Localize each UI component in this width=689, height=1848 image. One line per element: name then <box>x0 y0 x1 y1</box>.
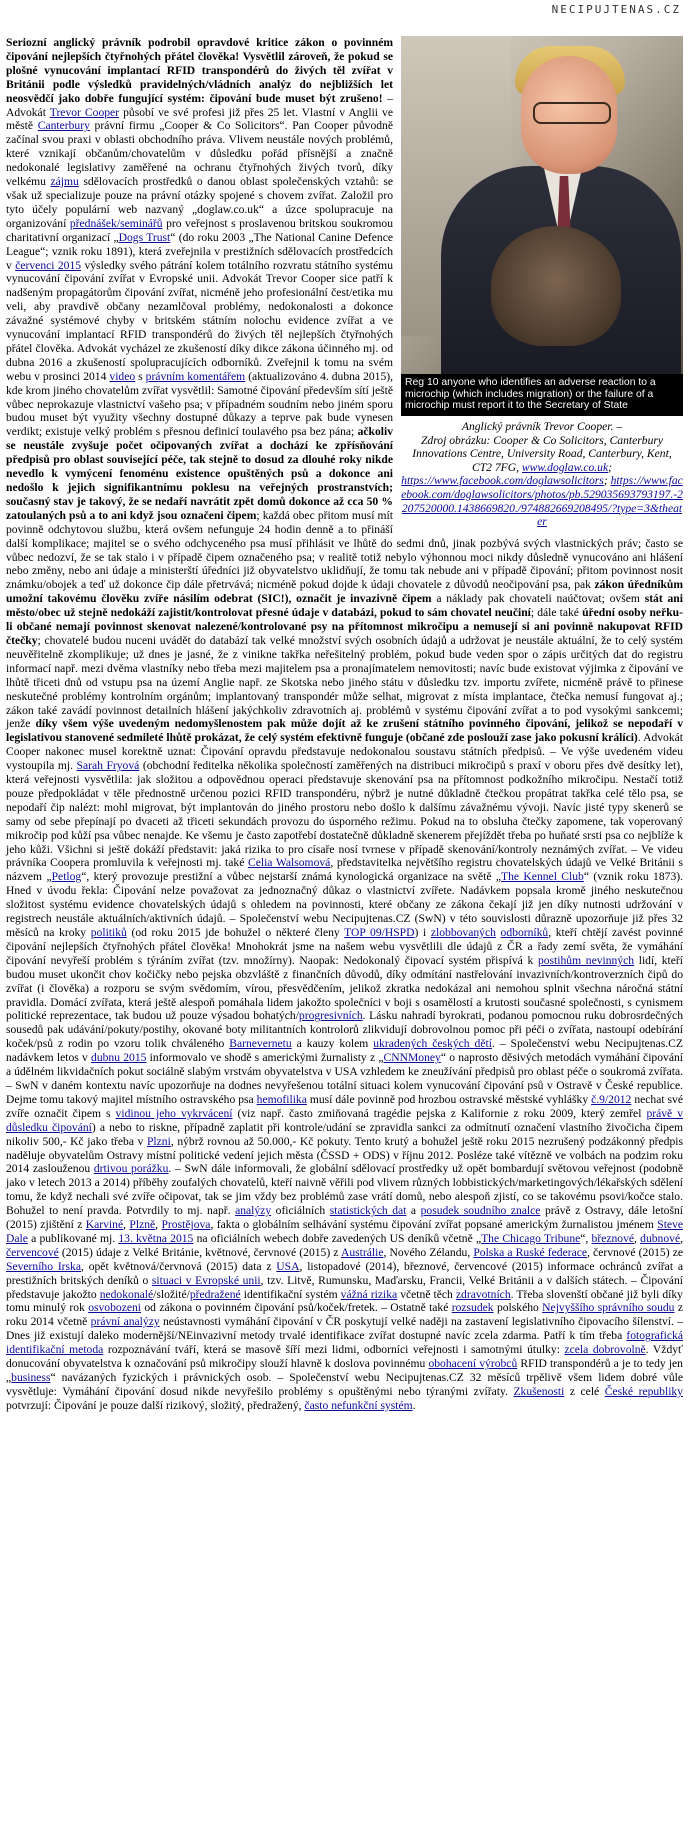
link-zdravotnich[interactable]: zdravotních <box>455 1287 511 1301</box>
link-cnnmoney[interactable]: CNNMoney <box>383 1051 441 1065</box>
link-canterbury[interactable]: Canterbury <box>37 119 90 133</box>
text: . Třeba slovenští občané již byli díky tomu minulý rok <box>6 1287 683 1315</box>
text: “, který provozuje prestižní a vůbec nejstarší známá kynologická organizace na světě „ <box>81 870 502 884</box>
bold-text: díky všem výše uvedeným nedomyšlenostem pak může dojít až ke zrušení státního povinného čipování, jelikož se nepodaří v legislativou stanovené sedmileté lhůtě prokázat, že celý systém efektivně funguje (občané zde poslouží zase jako pokusní králíci) <box>6 717 683 745</box>
link-top09[interactable]: TOP 09/HSPD <box>344 926 415 939</box>
link-kennel-club[interactable]: The Kennel Club <box>501 870 584 884</box>
link-hemofilika[interactable]: hemofilika <box>256 1092 307 1106</box>
link-politiku[interactable]: politiků <box>90 926 127 939</box>
text: (od roku 2015 jde bohužel o některé členy <box>126 926 345 939</box>
link-breznove[interactable]: březnové <box>591 1231 635 1245</box>
photo-dog <box>491 226 621 346</box>
link-pravni-komentar[interactable]: právním komentářem <box>145 369 246 383</box>
link-cervencove[interactable]: červencové <box>6 1245 59 1259</box>
link-osvobozeni[interactable]: osvobozeni <box>88 1301 142 1315</box>
text: polského <box>493 1301 543 1315</box>
text: a publikované mj. <box>27 1231 119 1245</box>
link-petlog[interactable]: Petlog <box>51 870 82 884</box>
link-polska-rusko[interactable]: Polska a Ruské federace <box>473 1245 588 1259</box>
text: . Advokát Cooper nakonec musel korektně uznat: Čipování opravdu představuje nedokonalou soustavu státních předpisů. – Ve výše uvedeném videu vystoupila mj. <box>6 731 683 773</box>
text: výsledky svého pátrání kolem totálního rozvratu státního systému vynucování čipování zvířat v Evropské unii. Advokát Trevor Cooper sice patří k nadšeným propagátorům čipování zvířat, nicméně jeho profesionální čest/etika mu veli, aby pravdivě občany nezamlčoval problémy, nedokonalosti a dokonce závažné systémové chyby v britském státním nolochu evidence zvířat a ve vynucování implantací RFID transpondérů do živých těl nejlepších čtyřnohých přátel člověka. Advokát vycházel ze zkušeností díky dikce zákona účinného mj. od dubna 2016 a zkušeností spolupracujících odborníků. Zveřejnil k tomu na svém webu v prosinci 2014 <box>6 258 393 383</box>
link-nejvyssi-spravni-soud[interactable]: Nejvyššího správního soudu <box>542 1301 675 1315</box>
link-chicago-tribune[interactable]: The Chicago Tribune <box>481 1231 581 1245</box>
text: od zákona o povinném čipování psů/koček/fretek. – Ostatně také <box>141 1301 452 1315</box>
text: rozpoznávání tváří, která se masově šíří mezi lidmi, odborníci veřejnosti i samotnými útulky: <box>103 1343 565 1357</box>
text: ; každá obec přitom musí mít povinně odchytovou službu, která ovšem nefunguje 24 hodin denně a to přináší další komplikace; majitel se o svého odchyceného psa musí přihlásit ve lhůtě do sedmi dnů, jinak pozbývá svých vlastnických práv; často se vůbec nedozví, že se tak stalo i v případě čipem označeného psa; v realitě totiž nebylo výhonnou moci nikdy důsledně vynucováno ani hlášení nebo změny, nebo ani údaje a ministerští úředníci již obyvatelstvo uklidňují, že tomu tak nebude ani v případě čipování; přitom povinnost nosit známku/obojek a teď už dokonce čip dále přetrvává; nicméně pokud dojde k údaji chovatele z důvodů neočipování psa, pak <box>6 508 683 592</box>
text: včetně těch <box>397 1287 456 1301</box>
link-nefunkcni-system[interactable]: často nefunkční systém <box>304 1398 413 1412</box>
text: , představitelka největšího registru chovatelských údajů ve Velké Británii s názvem „ <box>6 856 683 884</box>
text: z roku 2014 včetně <box>6 1301 683 1329</box>
text: “ (do roku 2003 „The National Canine Defence League“; vznik roku 1891), která zveřejnila v prestižních sdělovacích prostředcích v <box>6 230 393 272</box>
link-cervenci-2015[interactable]: červenci 2015 <box>15 258 82 272</box>
text: neústavnosti vymáhání čipování v ČR poskytují velké naději na zastavení legislativního čipovacího šílenství. – Dnes již existují daleko modernější/NEinvazivní metody trvalé identifikace zvířat dostupné navíc zcela zdarma. Patří k tím třeba <box>6 1315 683 1343</box>
article-figure <box>401 36 683 529</box>
link-vidinou[interactable]: vidinou jeho vykrvácení <box>115 1106 233 1120</box>
text: /složité/ <box>153 1287 190 1301</box>
text: s <box>135 369 146 383</box>
text: . Lásku nahradí byrokrati, podanou pomocnou ruku dobrosrdečných sousedů pak udávání/pokuty/postihy, okované boty militantních kontrolorů zlikvidují dobrovolnou pomoc při péči o zvířata, nastoupí odebírání koček/psů z rodin po vzoru tolik chváleného <box>6 1009 683 1051</box>
text: informovalo ve shodě s americkými žurnalisty z „ <box>146 1051 384 1065</box>
caption-link-facebook[interactable]: https://www.facebook.com/doglawsolicitors <box>401 474 604 488</box>
caption-line-2: Zdroj obrázku: Cooper & Co Solicitors, Canterbury Innovations Centre, University Road, Canterbury, Kent, CT2 7FG, <box>412 433 672 474</box>
caption-link-facebook-photo[interactable]: https://www.facebook.com/doglawsolicitors/photos/pb.529035693793197.-2207520000.1438669820./974882669208495/?type=3&theater <box>401 474 683 529</box>
text: potvrzují: Čipování je pouze další rizikový, složitý, předražený, <box>6 1398 305 1412</box>
intro-bold: Seriozní anglický právník podrobil opravdové kritice zákon o povinném čipování nejlepších čtyřnohých přátel člověka! Vysvětlil zároveň, že pokud se plošné vynucování implantací RFID transpondérů do živých těl zvířat v Británii podle výsledků pravidelných/vládních analýz do nejbližších let neosvědčí jako dobře fungující systém: čipování bude muset být zrušeno! <box>6 36 393 105</box>
text: , červnové (2015) ze <box>587 1245 684 1259</box>
link-usa[interactable]: USA <box>276 1259 300 1273</box>
link-zkusenosti[interactable]: Zkušenosti <box>513 1384 565 1398</box>
text: a kauzy kolem <box>291 1037 374 1051</box>
text: ) a nebo to riskne, případně zaplatit při kontrole/udání se zpravidla sankci za odmítnutí označení vlastního živočicha čipem nikoliv 500,- Kč jako třeba v <box>6 1120 683 1148</box>
text: “, <box>580 1231 592 1245</box>
link-trevor-cooper[interactable]: Trevor Cooper <box>49 105 120 119</box>
text: nechat své zvíře označit čipem s <box>6 1092 683 1120</box>
article-body <box>6 36 683 1413</box>
link-statistickych-dat[interactable]: statistických dat <box>329 1204 407 1218</box>
text: a <box>406 1204 421 1218</box>
link-business[interactable]: business <box>11 1371 51 1384</box>
link-posudek[interactable]: posudek soudního znalce <box>420 1204 541 1218</box>
text: (aktualizováno 4. dubna 2015), kde krom jiného chovatelům zvířat vysvětlil: Samotné čipování především sítí ještě vůbec neprokazuje vlastnictví vašeho psa; v případném soudním nebo jiném sporu budou muset být využity všechny dostupné důkazy a teprve pak bude vynesen verdikt; existuje velký problém s přesnou definicí toulavého psa bez pána; <box>6 369 394 439</box>
link-barnevernet[interactable]: Barnevernetu <box>229 1037 292 1051</box>
text: oficiálních <box>271 1204 330 1218</box>
caption-link-doglaw[interactable]: www.doglaw.co.uk <box>521 460 609 474</box>
text: lidí, kteří budou muset ukončit chov kočičky nebo pejska obzvláště z finančních důvodů, díky odmítání nastřelování invazivních/kontroverzních čipů do zvířat (i člověka) a rozporu se svým svědomím, vírou, přesvědčením, jelikož zkratka nedokázal ani nemohou splnit všechna náročná státní pravidla. Domácí zvířata, která ještě alespoň pomáhala lidem jakožto společníci v boji s osamělostí a krutosti současné společnosti, s cynismem politické reprezentace, tak budou už pouze výsadou bohatých/ <box>6 953 683 1023</box>
text: RFID transpondérů a je to tedy jen „ <box>6 1357 683 1384</box>
text: “ o naprosto děsivých metodách vymáhání čipování a údělném likvidačních pokut sociálně slabým vrstvám obyvatelstva v USA vzhledem ke zneužívání předpisů pro oblast péče o soukromá zvířata. – SwN v daném kontextu navíc upozorňuje na dodnes nevyřešenou totální situaci kolem vynucování čipování psů v Ostravě v České republice. Dejme tomu takový majitel místního ostravského psa <box>6 1051 683 1106</box>
text: , <box>155 1218 162 1232</box>
link-13-kvetna[interactable]: 13. května 2015 <box>118 1231 194 1245</box>
text: (viz např. často zmiňovaná tragédie pejska z Kalifornie z roku 2009, který zemřel <box>232 1106 647 1120</box>
text: působí ve své profesi již přes 25 let. Vlastní v Anglii ve městě <box>6 105 393 133</box>
link-zcela-dobrovolne[interactable]: zcela dobrovolně <box>564 1343 646 1357</box>
link-plzne[interactable]: Plzně <box>129 1218 156 1232</box>
text: . <box>412 1398 416 1412</box>
link-celia-walsomova[interactable]: Celia Walsomová <box>247 856 331 870</box>
link-zlobbovanych[interactable]: zlobbovaných <box>430 926 496 939</box>
site-watermark: NECIPUJTENAS.CZ <box>551 3 681 16</box>
link-prostejova[interactable]: Prostějova <box>161 1218 211 1232</box>
text: . Vždyť donucování obyvatelstva k označování psů mikročipy slouží hlavně k doslova povinnému <box>6 1343 683 1371</box>
bold-text: ačkoliv se neustále zvyšuje počet očipovaných zvířat a dochází ke zpřísňování předpisů pro oblast související péče, tak stejně to dosud za dlouhé roky nikde nevedlo k vymýcení fenoménu existence opuštěných psů a dokonce ani nedošlo k jejich signifikantnímu poklesu na veřejných prostranstvích; současný stav je takový, že se nedaří navrátit zpět domů dokonce až cca 50 % zatoulaných psů a to ani když jsou označeni čipem <box>6 425 393 522</box>
link-video[interactable]: video <box>109 369 136 383</box>
text: , opět květnová/červnová (2015) data z <box>81 1259 277 1273</box>
text: , kteří chtějí zavést povinné čipování nejlepších čtyřnohých přátel člověka! Mnohokrát jsme na našem webu vysvětlili dle údajů z ČR a řady zemí světa, že vymáhání čipování nevyřeší problém s týráním zvířat (tzv. množírny). Naopak: Nedokonalý čipovací systém přispívá k <box>6 926 683 967</box>
bold-text: zákon úředníkům umožní takovému člověku zvíře násilím odebrat (SIC!), označit je invazivně čipem <box>6 578 683 606</box>
link-prednasek[interactable]: přednášek/seminářů <box>69 216 163 230</box>
photo-overlay-caption: Reg 10 anyone who identifies an adverse reaction to a microchip (which includes migration) or the failure of a microchip must report it to the Secretary of State <box>401 374 683 416</box>
text: “ (vznik roku 1873). Hned v úvodu řekla: Čipování nelze považovat za jednoznačný důkaz o vlastnictví zvířete. Nadávkem popsala kromě jiného neskutečnou složitost systému evidence chovatelských údajů s ohledem na povinnosti, které občany ze zákona čekají již jen díky nutnosti udržování v registrech neustále aktuálních/aktivních údajů. – Společenství webu Necipujtenas.CZ (SwN) v této souvislosti důrazně upozorňuje již přes 32 měsíců na kroky <box>6 870 683 939</box>
text: na oficiálních webech dobře zavedených US deníků včetně „ <box>193 1231 482 1245</box>
link-sarah-fryova[interactable]: Sarah Fryová <box>76 759 140 773</box>
caption-line-1: Anglický právník Trevor Cooper. – <box>461 420 623 433</box>
link-zajmu[interactable]: zájmu <box>50 175 79 189</box>
bold-text: stát ani město/obec už stejně nedokáží zajistit/kontrolovat přesné údaje v databázi, pokud to sám chovatel neučiní <box>6 592 683 620</box>
link-obohaceni-vyrobcu[interactable]: obohacení výrobců <box>428 1357 518 1371</box>
link-dubnu-2015[interactable]: dubnu 2015 <box>91 1051 147 1065</box>
text: . – SwN dále informovali, že globální sdělovací prostředky už opět bombardují světovou veřejnost (podobně jako v letech 2013 a 2014) příběhy zoufalých chovatelů, kteří naivně věřili pod vlivem různých lobbistických/marketingových/lékařských sdělení tomu, že když nechali své zvíře očipovat, tak se jim vždy bez problémů zase vrátí domů, nebo alespoň zjistí, co se takovému psovi/kočce stalo. Bohužel to není pravda. Potvrdily to mj. např. <box>6 1162 684 1218</box>
text: , tzv. Litvě, Rumunsku, Maďarsku, Francii, Velké Británii a v dalších státech. – Čipování představuje jakožto <box>6 1273 683 1301</box>
text: právní firmu „Cooper & Co Solicitors“. Pan Cooper původně začínal svou praxi v oblasti obchodního práva. Vlivem neustále nových problémů, které vznikají občanům/chovatelům v důsledku pořád přísnější a značně nedokonalé legislativy zaměřené na ochranu čtyřnohých živých tvorů, díky velkému <box>6 119 393 189</box>
text: ) i <box>414 926 431 939</box>
link-progresivnich[interactable]: progresivních <box>298 1009 363 1023</box>
text: “ navázaných fyzických i právnických osob. – Společenství webu Necipujtenas.CZ 32 měsíců trpělivě všem lidem dobré vůle vysvětluje: Vymáhání čipování dosud nikde nevyřešilo problémy s opuštěnými nebo týranými zvířaty. <box>6 1371 683 1398</box>
link-situace-eu[interactable]: situaci v Evropské unii <box>151 1273 261 1287</box>
link-predrazene[interactable]: předražené <box>189 1287 241 1301</box>
bold-text: úřední osoby neřku-li občané nemají povinnost skenovat nalezené/kontrolované psy na přítomnost mikročipu a nemusejí si ani povinně nakupovat RFID čtečky <box>6 606 683 647</box>
text: právě z Ostravy, dále letošní (2015) zjištění z <box>6 1204 684 1232</box>
link-dogs-trust[interactable]: Dogs Trust <box>118 230 171 244</box>
text: , <box>123 1218 130 1232</box>
link-pravni-analyzy[interactable]: právní analýzy <box>90 1315 160 1329</box>
link-dubnove[interactable]: dubnové <box>640 1231 681 1245</box>
text: , fakta o globálním selhávání systému čipování zvířat popsané americkým žurnalistou jménem <box>210 1218 658 1232</box>
text: , <box>634 1231 641 1245</box>
text: , listopadové (2014), březnové, červencové (2015) informace ochránců zvířat a prestižních britských deníků o <box>6 1259 683 1287</box>
link-karvine[interactable]: Karviné <box>85 1218 124 1232</box>
text: sdělovacích prostředků o danou oblast společenských vztahů: se však už specializuje pouze na právní otázky spojené s chovem zvířat. Založil pro tyto účely populární web nazvaný „doglaw.co.uk“ a úzce spolupracuje na organizování <box>6 175 394 230</box>
text: pro veřejnost s proslavenou britskou soukromou charitativní organizací „ <box>6 216 393 244</box>
link-odborniku[interactable]: odborníků <box>500 926 549 939</box>
link-steve-dale[interactable]: Steve Dale <box>6 1218 684 1245</box>
link-prave-v-dusledku[interactable]: právě v důsledku čipování <box>6 1106 683 1134</box>
text: – Advokát <box>6 91 393 119</box>
text: (2015) údaje z Velké Británie, květnové, červnové (2015) z <box>58 1245 341 1259</box>
text: . – Společenství webu Necipujtenas.CZ nadávkem letos v <box>6 1037 683 1065</box>
text: ; chovatelé budou nuceni uvádět do databází tak velké množství svých osobních údajů a udržovat je neustále aktuální, že to celý systém neuvěřitelně zkomplikuje; už dnes je jasné, že z vinikne takřka neřešitelný problém, pokud bude veden spor o zápis určitých dat do registru informací např. mezi dvěma vlastníky nebo třeba mezi majitelem psa a pronajímatelem nemovitosti; navíc bude existovat výjimka z čipování ve lhůtě třiceti dnů od vstupu psa na území Anglie např. ze Skotska nebo jiného státu v důsledku tzv. importu zvířete, nicméně právě to přinese neskutečné problémy kontrolním orgánům; implantovaný transpondér může selhat, migrovat z místa implantace, čtečka nemusí fungovat aj.; zákon také zavádí povinnost detailních hlášení jakýchkoliv zdravotních aj. problémů v systému čipování zvířat a to pod vysokými sankcemi; jenže <box>6 633 683 731</box>
text: ; dále také <box>530 606 583 620</box>
text: identifikační systém <box>240 1287 341 1301</box>
link-severni-irsko[interactable]: Severního Irska <box>6 1259 81 1273</box>
text: a náklady pak chovateli naúčtovat; ovšem <box>431 592 645 606</box>
text: , nýbrž rovnou až 50.000,- Kč pokuty. Tento krutý a bohužel ještě roku 2015 nezrušený podzákonný předpis naděluje obyvatelům Ostravy místní politické vedení jejich města (ČSSD + ODS) v říjnu 2012. Posléze také vítězně ve volbách na podzim roku 2014 zaslouženou <box>6 1134 684 1176</box>
link-nedokonale[interactable]: nedokonalé <box>99 1287 154 1301</box>
link-plzni[interactable]: Plzni <box>146 1134 171 1148</box>
link-analyzy[interactable]: analýzy <box>235 1204 272 1218</box>
text: (obchodní ředitelka několika společností zaměřených na distribuci mikročipů s praxí v oboru přes dvě desítky let), která veřejnosti vysvětlila: jak složitou a odpovědnou operaci představuje skenování psa na přítomnost podkožního mikročipu. Nestačí totiž pouze předpokládat v těle přednostně určenou pozici RFID transpondéru, nýbrž je nutné důkladně čtečkou propátrat takřka celé tělo psa, se nepodaří čip nalézt: mohl migrovat, být implantován do jiného prostoru nebo došlo k dalšímu závažnému vývoji. Navíc jisté typy skenerů se samy od sebe přepínají po dvaceti až třiceti sekundách provozu do úsporného režimu. Pokud na to obsluha čtečky zapomene, tak voperovaný mikročip pod kůží psa vůbec nenajde. Ke všemu je často zapotřebí dostatečně důkladně skenerem přejíždět třeba po huňaté srsti psa co nejblíže k jeho kůži. Všichni si ještě dokáží představit: jaká rizika to pro císaře nosí tvrnese v případě skenování/kontroly neznámých zvířat. – Ve videu právníka Coopera promluvila k veřejnosti mj. také <box>6 759 683 870</box>
figure-caption: Anglický právník Trevor Cooper. – Zdroj obrázku: Cooper & Co Solicitors, Canterbury Innovations Centre, University Road, Canterbury, Kent, CT2 7FG, www.doglaw.co.uk; https://www.facebook.com/doglawsolicitors; https://www.facebook.com/doglawsolicitors/photos/pb.529035693793197.-2207520000.1438669820./974882669208495/?type=3&theater <box>401 420 683 529</box>
link-ukradenych-deti[interactable]: ukradených českých dětí <box>373 1037 492 1051</box>
link-postihum-nevinnych[interactable]: postihům nevinných <box>537 953 635 967</box>
trevor-cooper-photo <box>401 36 683 416</box>
text: musí dále povinně pod hrozbou ostravské městské vyhlášky <box>306 1092 592 1106</box>
link-rozsudek[interactable]: rozsudek <box>451 1301 494 1315</box>
link-fotograficka-metoda[interactable]: fotografická identifikační metoda <box>6 1329 683 1357</box>
link-ceske-republiky[interactable]: České republiky <box>604 1384 684 1398</box>
link-vazna-rizika[interactable]: vážná rizika <box>340 1287 398 1301</box>
text: z celé <box>564 1384 605 1398</box>
link-vyhlaska[interactable]: č.9/2012 <box>591 1092 632 1106</box>
photo-glasses <box>533 102 611 124</box>
text: , Nového Zélandu, <box>383 1245 474 1259</box>
link-australie[interactable]: Austrálie <box>340 1245 384 1259</box>
link-drtivou-porazku[interactable]: drtivou porážku <box>93 1162 169 1176</box>
text: , <box>680 1231 683 1245</box>
